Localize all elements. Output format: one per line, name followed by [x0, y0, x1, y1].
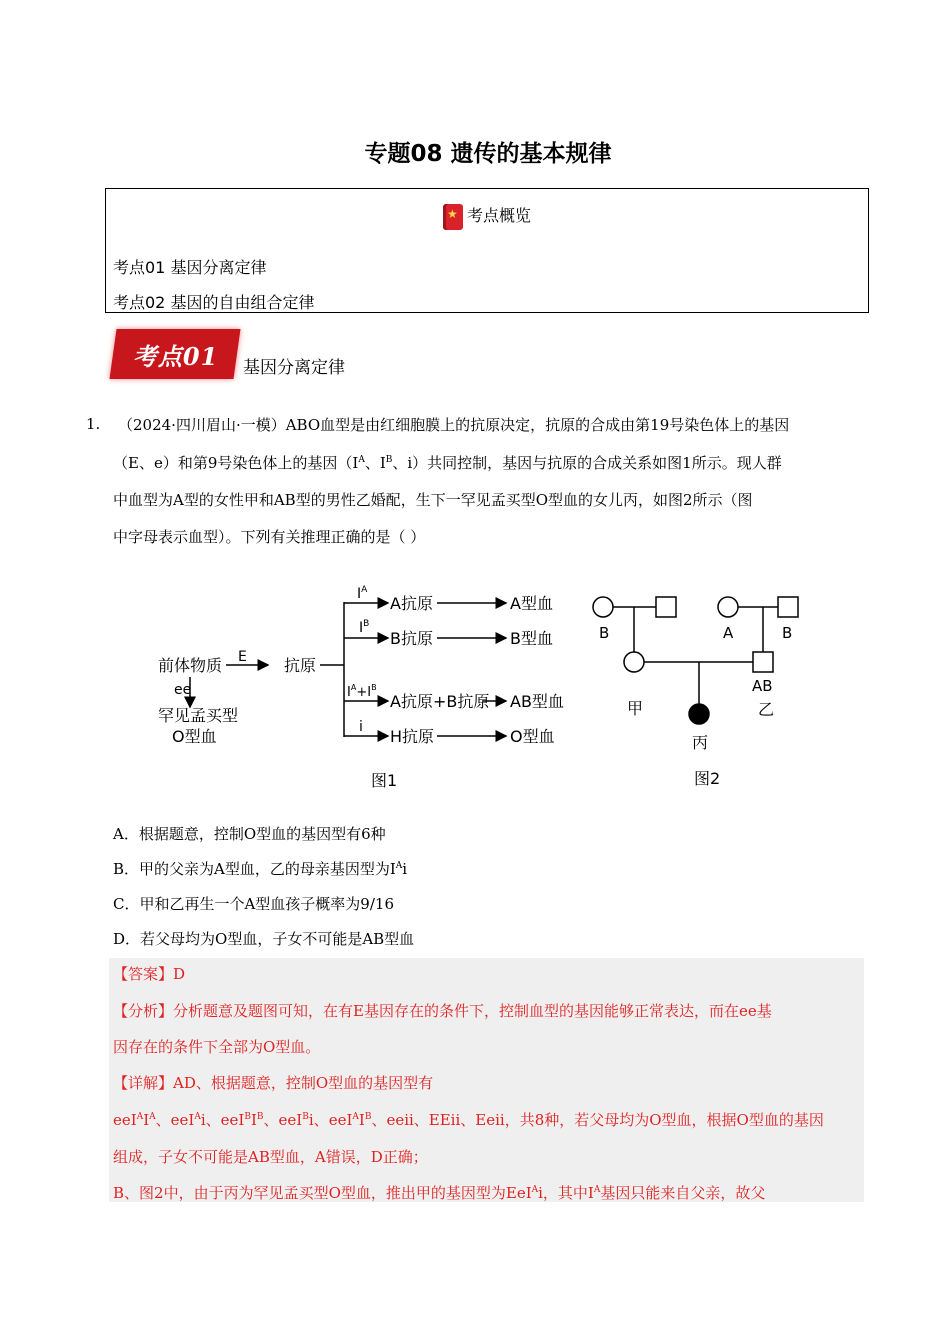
book-icon — [443, 204, 463, 230]
section-title: 基因分离定律 — [243, 358, 345, 378]
pedigree-grandmother-2 — [718, 597, 738, 617]
detail-line: 【详解】AD、根据题意，控制O型血的基因型有 — [113, 1074, 434, 1092]
figure-2-caption: 图2 — [694, 769, 721, 788]
branch-antigen: A抗原 — [390, 594, 433, 613]
branch-gene: $I^A+I^B$ — [347, 683, 377, 700]
antigen-label: 抗原 — [284, 656, 317, 675]
pedigree-label: 乙 — [758, 700, 775, 719]
pedigree-label: B — [782, 624, 793, 642]
option-a[interactable]: A．根据题意，控制O型血的基因型有6种 — [113, 825, 386, 843]
branch-blood: B型血 — [510, 629, 553, 648]
pedigree-yi — [753, 652, 773, 672]
figure-1 — [158, 585, 564, 790]
pedigree-bing — [689, 704, 709, 724]
bombay-label-1: 罕见孟买型 — [158, 706, 239, 725]
branch-gene: i — [359, 719, 363, 735]
precursor-label: 前体物质 — [158, 656, 223, 675]
section-badge — [109, 329, 240, 379]
overview-heading-text: 考点概览 — [466, 206, 531, 225]
branch-gene: $I^A$ — [357, 585, 368, 602]
analysis-line: 【分析】分析题意及题图可知，在有E基因存在的条件下，控制血型的基因能够正常表达，而在ee基 — [113, 1002, 772, 1020]
pedigree-label: AB — [752, 677, 773, 695]
question-line: （2024·四川眉山·一模）ABO血型是由红细胞膜上的抗原决定，抗原的合成由第19号染色体上的基因 — [118, 416, 790, 434]
branch-antigen: H抗原 — [390, 727, 435, 746]
overview-heading — [106, 203, 868, 230]
bombay-label-2: O型血 — [172, 727, 217, 746]
gene-ee-label: ee — [174, 682, 192, 698]
gene-e-label: E — [238, 649, 247, 665]
pedigree-label: 甲 — [627, 699, 644, 718]
pedigree-jia — [624, 652, 644, 672]
detail-line: $eeI^AI^A$、eeI$^A$i、$eeI^BI^B$、eeI$^B$i、$eeI^AI^B$、eeii、EEii、Eeii，共8种，若父母均为O型血，根据O型血的基因 — [113, 1111, 824, 1129]
overview-box — [105, 188, 869, 313]
overview-item-2[interactable]: 考点02 基因的自由组合定律 — [113, 293, 315, 312]
branch-blood: A型血 — [510, 594, 553, 613]
pedigree-label: B — [599, 624, 610, 642]
branch-blood: AB型血 — [510, 692, 564, 711]
overview-item-1[interactable]: 考点01 基因分离定律 — [113, 258, 267, 277]
branch-antigen: A抗原+B抗原 — [390, 692, 490, 711]
pedigree-label: A — [723, 624, 734, 642]
option-c[interactable]: C．甲和乙再生一个A型血孩子概率为9/16 — [113, 895, 394, 913]
question-number: 1. — [86, 415, 101, 433]
option-d[interactable]: D．若父母均为O型血，子女不可能是AB型血 — [113, 930, 415, 948]
section-badge-text: 考点01 — [132, 342, 219, 371]
analysis-line: 因存在的条件下全部为O型血。 — [113, 1038, 321, 1056]
pedigree-grandmother-1 — [593, 597, 613, 617]
branch-blood: O型血 — [510, 727, 555, 746]
detail-line: B、图2中，由于丙为罕见孟买型O型血，推出甲的基因型为EeI$^A$i，其中$I^A$基因只能来自父亲，故父 — [113, 1184, 766, 1202]
pedigree-grandfather-1 — [656, 597, 676, 617]
pedigree-label: 丙 — [692, 733, 709, 752]
figure-1-caption: 图1 — [371, 771, 398, 790]
page-title: 专题08 遗传的基本规律 — [364, 141, 612, 167]
question-line: 中血型为A型的女性甲和AB型的男性乙婚配，生下一罕见孟买型O型血的女儿丙，如图2所示（图 — [113, 491, 753, 509]
branch-gene: $I^B$ — [359, 619, 370, 636]
question-line: 中字母表示血型）。下列有关推理正确的是（ ） — [113, 528, 426, 546]
branch-antigen: B抗原 — [390, 629, 433, 648]
pedigree-grandfather-2 — [778, 597, 798, 617]
option-b[interactable]: B．甲的父亲为A型血，乙的母亲基因型为$I^Ai$ — [113, 860, 408, 878]
detail-line: 组成，子女不可能是AB型血，A错误，D正确； — [113, 1148, 428, 1166]
question-line: （E、e）和第9号染色体上的基因（$I^A$、$I^B$、i）共同控制，基因与抗原的合成关系如图1所示。现人群 — [113, 454, 782, 472]
answer-line: 【答案】D — [113, 965, 186, 983]
question-figure — [150, 572, 830, 794]
